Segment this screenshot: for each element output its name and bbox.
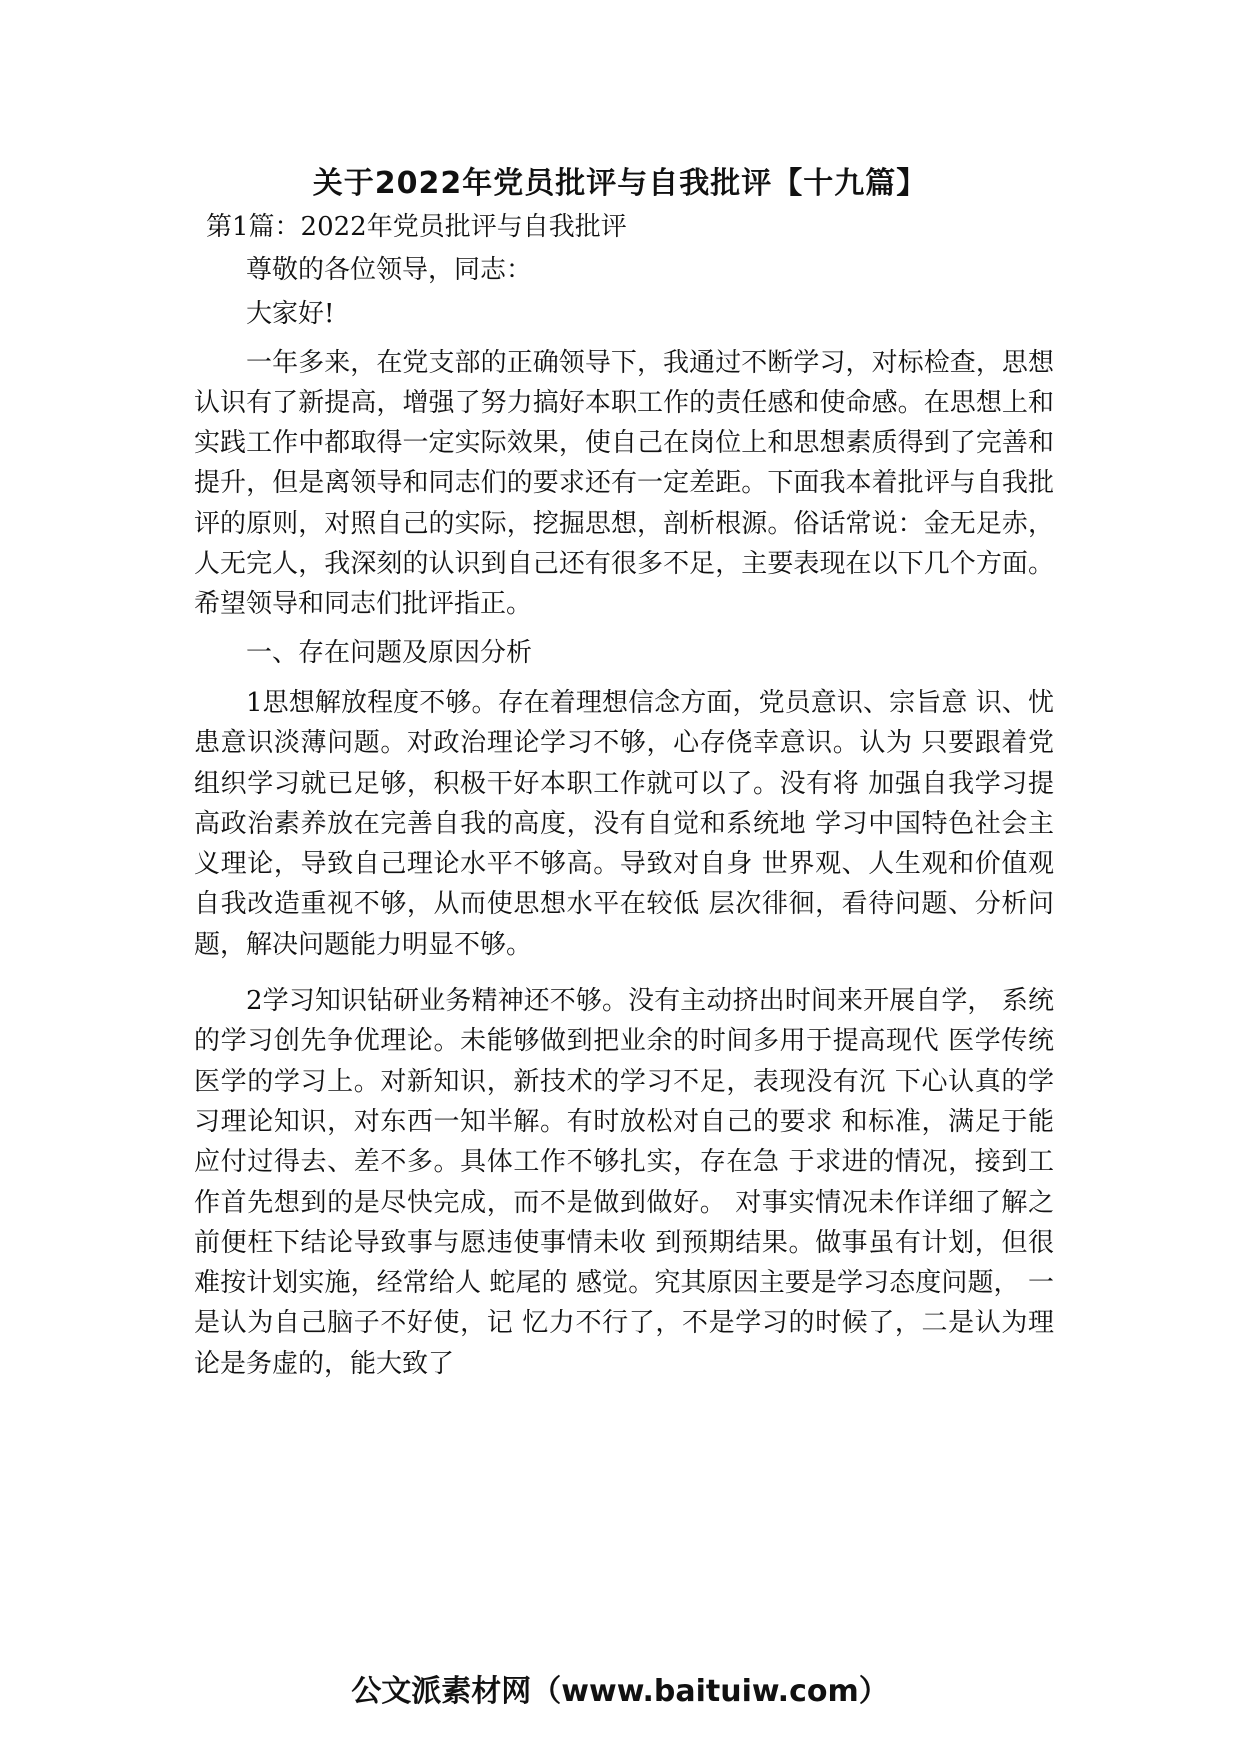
salutation: 尊敬的各位领导，同志：	[246, 255, 533, 285]
chapter-subtitle: 第1篇：2022年党员批评与自我批评	[206, 212, 627, 242]
section-heading: 一、存在问题及原因分析	[246, 637, 533, 668]
greeting: 大家好!	[246, 299, 335, 330]
footer-watermark: 公文派素材网（www.baituiw.com）	[351, 1674, 889, 1709]
document-body	[194, 250, 1054, 1384]
document-title: 关于2022年党员批评与自我批评【十九篇】	[312, 166, 928, 201]
paragraph-intro: 一年多来，在党支部的正确领导下，我通过不断学习，对标检查，思想认识有了新提高，增强了努力搞好本职工作的责任感和使命感。在思想上和实践工作中都取得一定实际效果，使自己在岗位上和思想素质得到了完善和提升，但是离领导和同志们的要求还有一定差距。下面我本着批评与自我批评的原则，对照自己的实际，挖掘思想，剖析根源。俗话常说：金无足赤，人无完人，我深刻的认识到自己还有很多不足，主要表现在以下几个方面。希望领导和同志们批评指正。	[194, 347, 1054, 620]
paragraph-item-1: 1思想解放程度不够。存在着理想信念方面，党员意识、宗旨意 识、忧患意识淡薄问题。对政治理论学习不够，心存侥幸意识。认为 只要跟着党组织学习就已足够，积极干好本职工作就可以了。没有将 加强自我学习提高政治素养放在完善自我的高度，没有自觉和系统地 学习中国特色社会主义理论，导致自己理论水平不够高。导致对自身 世界观、人生观和价值观自我改造重视不够，从而使思想水平在较低 层次徘徊，看待问题、分析问题，解决问题能力明显不够。	[194, 687, 1054, 960]
paragraph-item-2: 2学习知识钻研业务精神还不够。没有主动挤出时间来开展自学， 系统的学习创先争优理论。未能够做到把业余的时间多用于提高现代 医学传统医学的学习上。对新知识，新技术的学习不足，表现没有沉 下心认真的学习理论知识，对东西一知半解。有时放松对自己的要求 和标准，满足于能应付过得去、差不多。具体工作不够扎实，存在急 于求进的情况，接到工作首先想到的是尽快完成，而不是做到做好。 对事实情况未作详细了解之前便枉下结论导致事与愿违使事情未收 到预期结果。做事虽有计划，但很难按计划实施，经常给人 蛇尾的 感觉。究其原因主要是学习态度问题， 一是认为自己脑子不好使，记 忆力不行了，不是学习的时候了，二是认为理论是务虚的，能大致了	[194, 986, 1054, 1379]
